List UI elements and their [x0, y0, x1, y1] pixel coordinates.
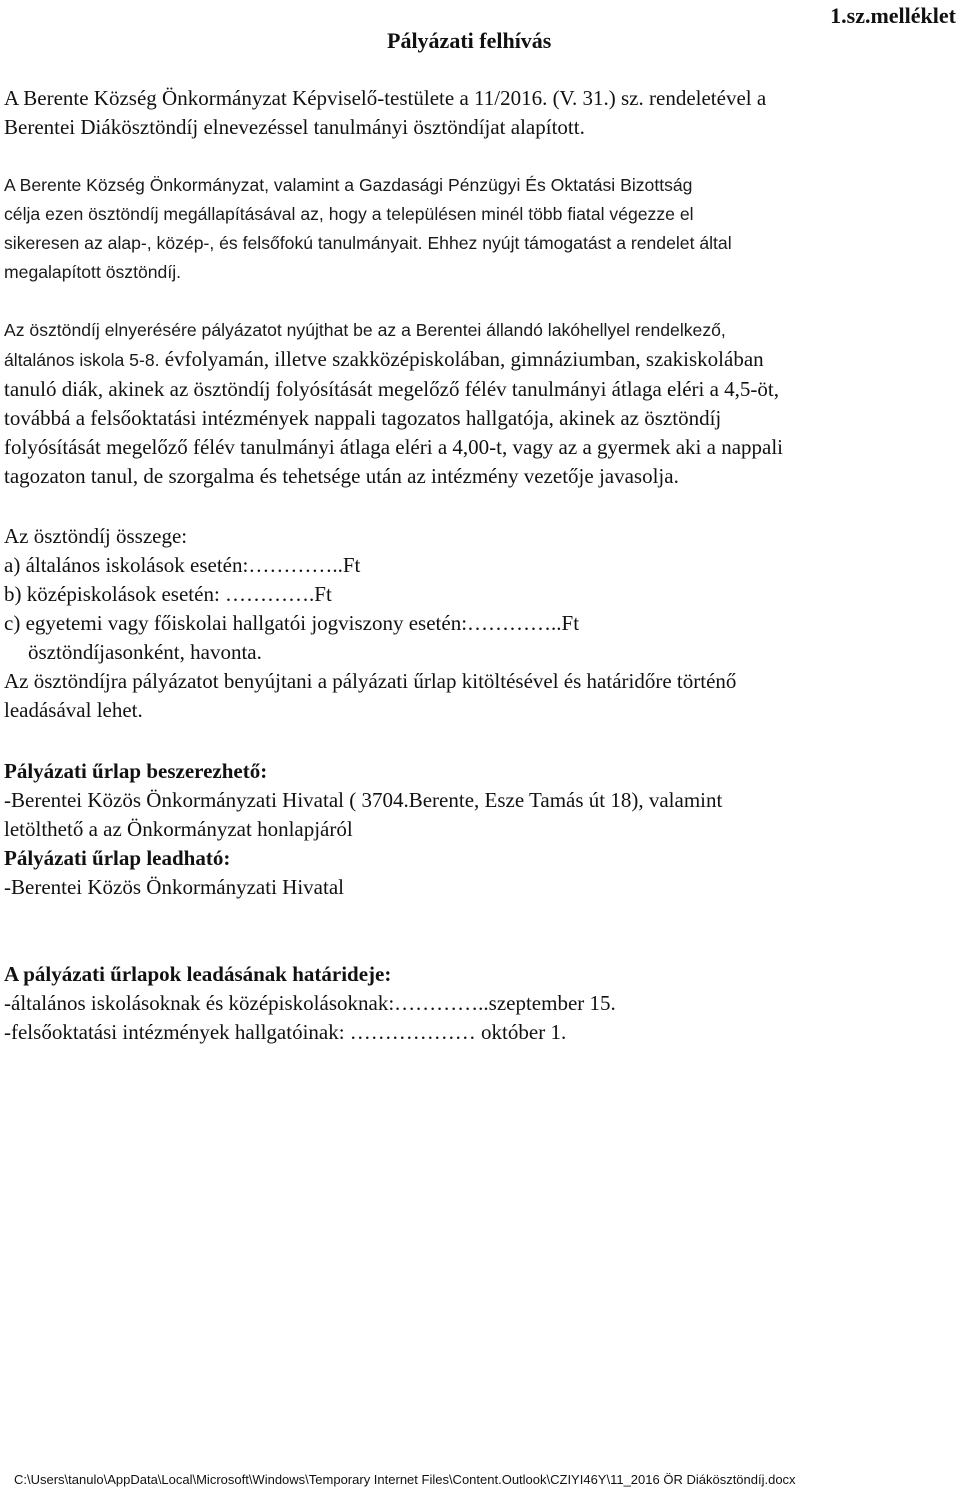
- amount-item-b: b) középiskolások esetén: ………….Ft: [4, 582, 332, 606]
- intro-line: A Berente Község Önkormányzat Képviselő-testülete a 11/2016. (V. 31.) sz. rendeletével a: [4, 86, 767, 110]
- eligibility-line: továbbá a felsőoktatási intézmények nappali tagozatos hallgatója, akinek az ösztöndíj: [4, 406, 722, 430]
- eligibility-line: tagozaton tanul, de szorgalma és tehetsége után az intézmény vezetője javasolja.: [4, 464, 679, 488]
- eligibility-line-part: általános iskola 5-8.: [4, 350, 160, 370]
- eligibility-line-part: évfolyamán, illetve szakközépiskolában, gimnáziumban, szakiskolában: [159, 347, 764, 371]
- amount-item-a: a) általános iskolások esetén:…………..Ft: [4, 553, 361, 577]
- amount-item-c: c) egyetemi vagy főiskolai hallgatói jogviszony esetén:…………..Ft: [4, 611, 580, 635]
- submission-line: leadásával lehet.: [4, 698, 143, 722]
- form-obtain-line: -Berentei Közös Önkormányzati Hivatal ( 3704.Berente, Esze Tamás út 18), valamint: [4, 788, 723, 812]
- purpose-line: célja ezen ösztöndíj megállapításával az, hogy a településen minél több fiatal végezze el: [4, 204, 694, 224]
- purpose-line: megalapított ösztöndíj.: [4, 262, 182, 282]
- file-path-footer: C:\Users\tanulo\AppData\Local\Microsoft\Windows\Temporary Internet Files\Content.Outlook\CZIYI46Y\11_2016 ÖR Diákösztöndíj.docx: [14, 1472, 796, 1487]
- form-obtain-heading: Pályázati űrlap beszerezhető:: [4, 759, 268, 783]
- deadline-section: [4, 960, 956, 1047]
- purpose-line: sikeresen az alap-, közép-, és felsőfokú tanulmányait. Ehhez nyújt támogatást a rendelet által: [4, 233, 732, 253]
- eligibility-line: tanuló diák, akinek az ösztöndíj folyósítását megelőző félév tanulmányi átlaga eléri a 4,5-öt,: [4, 377, 779, 401]
- deadline-line: -felsőoktatási intézmények hallgatóinak: ……………… október 1.: [4, 1020, 567, 1044]
- form-obtain-line: letölthető a az Önkormányzat honlapjáról: [4, 817, 353, 841]
- eligibility-paragraph: [4, 316, 956, 491]
- amount-section: [4, 522, 956, 725]
- intro-line: Berentei Diákösztöndíj elnevezéssel tanulmányi ösztöndíjat alapított.: [4, 115, 585, 139]
- deadline-line: -általános iskolásoknak és középiskolásoknak:…………..szeptember 15.: [4, 991, 616, 1015]
- submission-line: Az ösztöndíjra pályázatot benyújtani a pályázati űrlap kitöltésével és határidőre történő: [4, 669, 737, 693]
- eligibility-line: Az ösztöndíj elnyerésére pályázatot nyújthat be az a Berentei állandó lakóhellyel rendelkező,: [4, 320, 726, 340]
- purpose-paragraph: [4, 171, 956, 287]
- deadline-heading: A pályázati űrlapok leadásának határideje:: [4, 962, 392, 986]
- eligibility-line: folyósítását megelőző félév tanulmányi átlaga eléri a 4,00-t, vagy az a gyermek aki a nappali: [4, 435, 784, 459]
- eligibility-line: [4, 345, 956, 375]
- purpose-line: A Berente Község Önkormányzat, valamint a Gazdasági Pénzügyi És Oktatási Bizottság: [4, 175, 693, 195]
- annex-label: 1.sz.melléklet: [830, 3, 956, 28]
- amount-heading: Az ösztöndíj összege:: [4, 524, 188, 548]
- form-submit-line: -Berentei Közös Önkormányzati Hivatal: [4, 875, 344, 899]
- intro-paragraph: [4, 84, 956, 142]
- form-submit-heading: Pályázati űrlap leadható:: [4, 846, 231, 870]
- amount-note: ösztöndíjasonként, havonta.: [28, 640, 262, 664]
- form-section: [4, 757, 956, 902]
- page-title: Pályázati felhívás: [387, 28, 552, 53]
